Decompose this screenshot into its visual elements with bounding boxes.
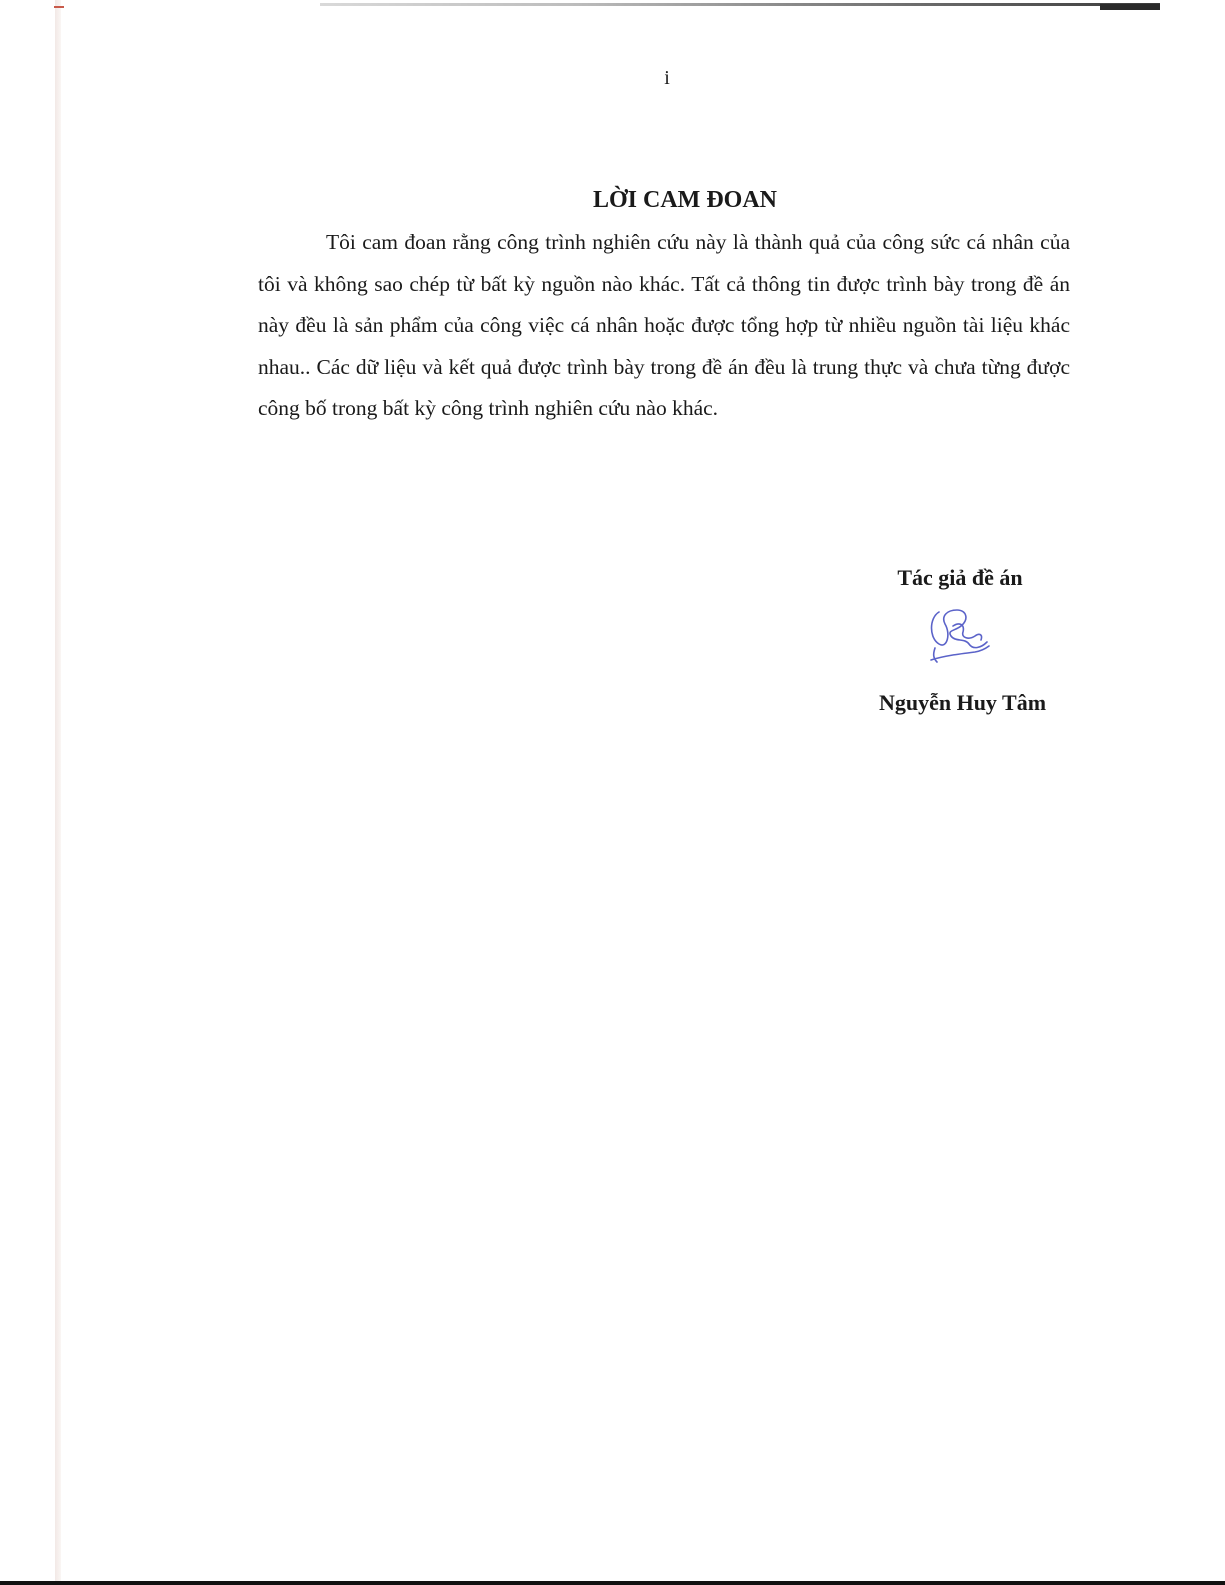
signature-icon (925, 604, 997, 668)
page-title: LỜI CAM ĐOAN (593, 187, 777, 213)
author-name: Nguyễn Huy Tâm (878, 690, 1047, 715)
declaration-paragraph: Tôi cam đoan rằng công trình nghiên cứu này là thành quả của công sức cá nhân của tôi và không sao chép từ bất kỳ nguồn nào khác. Tất cả thông tin được trình bày trong đề án này đều là sản phẩm của công việc cá nhân hoặc được tổng hợp từ nhiều nguồn tài liệu khác nhau.. Các dữ liệu và kết quả được trình bày trong đề án đều là trung thực và chưa từng được công bố trong bất kỳ công trình nghiên cứu nào khác. (258, 230, 1070, 420)
scan-edge-bottom (0, 1581, 1225, 1585)
page-number: i (664, 67, 670, 89)
scan-edge-top-right (1100, 4, 1160, 10)
scan-edge-top (320, 3, 1160, 6)
scan-mark (54, 6, 64, 8)
author-label: Tác giả đề án (897, 565, 1023, 590)
scan-edge-left (55, 0, 61, 1585)
